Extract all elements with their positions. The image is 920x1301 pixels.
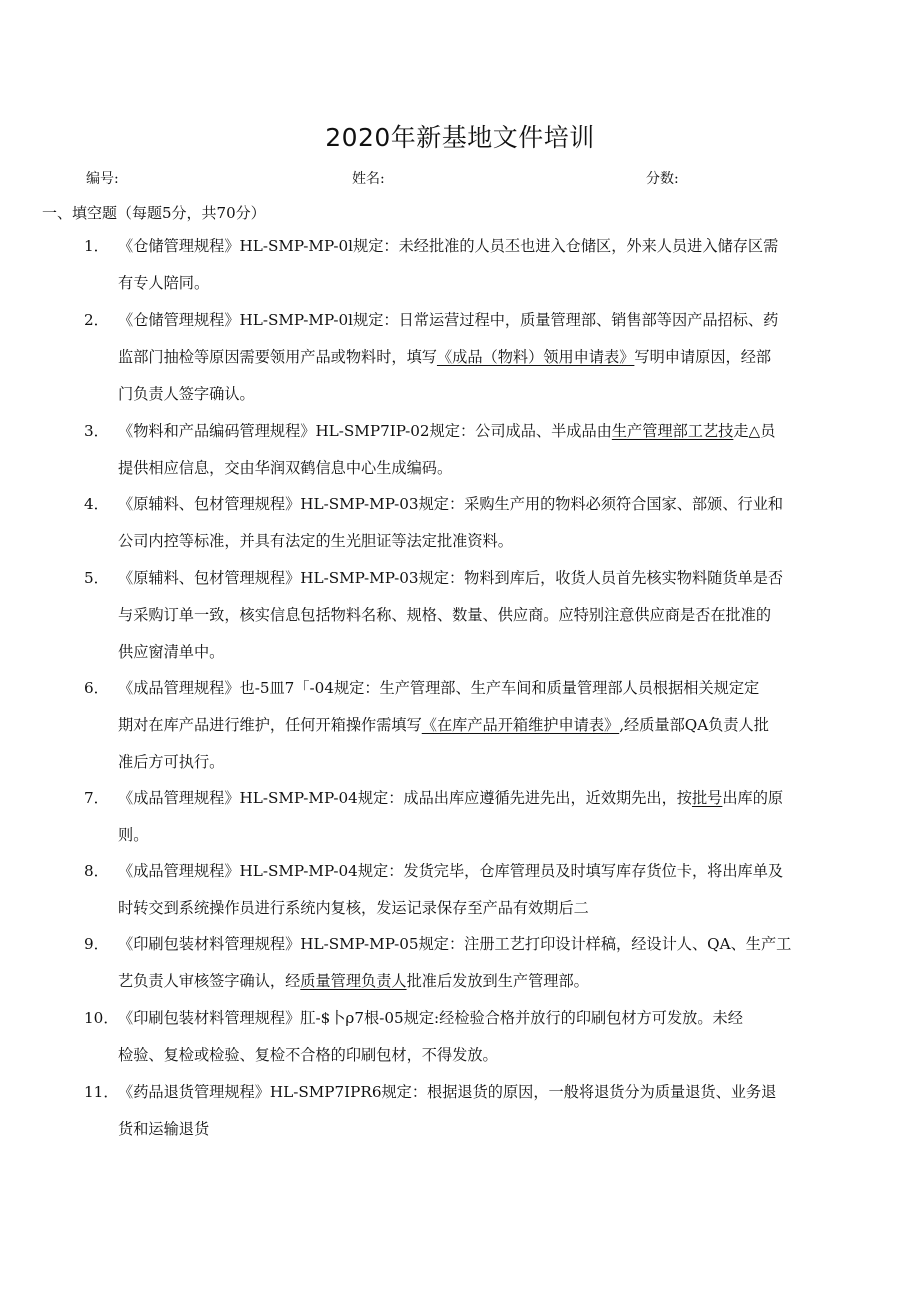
question-number: 5． [84, 569, 109, 587]
question-text: 时转交到系统操作员进行系统内复核，发运记录保存至产品有效期后二 [118, 899, 589, 917]
question-text: 供应窗清单中。 [118, 643, 225, 661]
question-number: 10． [84, 1009, 119, 1027]
question-9 [84, 926, 852, 1000]
question-11 [84, 1074, 852, 1148]
question-text: 走△员 [733, 422, 776, 440]
question-text: 《印刷包装材料管理规程》肛-$卜ρ7根-05规定:经检验合格并放行的印刷包材方可发放。未经 [118, 1009, 743, 1027]
answer-blank: 《成品（物料）领用申请表》 [436, 348, 635, 366]
question-text: 批准后发放到生产管理部。 [406, 972, 589, 990]
question-number: 9． [84, 935, 109, 953]
question-text: 《成品管理规程》HL-SMP-MP-04规定：成品出库应遵循先进先出，近效期先出，按 [118, 789, 692, 807]
question-6 [84, 670, 852, 781]
question-text: 准后方可执行。 [118, 753, 225, 771]
question-text: 《物料和产品编码管理规程》HL-SMP7IP-02规定：公司成品、半成品由 [118, 422, 612, 440]
question-text: 《原辅料、包材管理规程》HL-SMP-MP-03规定：物料到库后，收货人员首先核实物料随货单是否 [118, 569, 784, 587]
question-number: 8． [84, 862, 109, 880]
question-text: 则。 [118, 826, 149, 844]
question-text: 有专人陪同。 [118, 274, 210, 292]
question-text: 写明申请原因，经部 [634, 348, 772, 366]
question-10 [84, 1000, 852, 1074]
question-text: 《仓储管理规程》HL-SMP-MP-0l规定：未经批准的人员丕也进入仓储区，外来人员进入储存区需 [118, 237, 779, 255]
question-text: 出库的原 [722, 789, 784, 807]
section-heading: 一、填空题（每题5分，共70分） [42, 204, 266, 222]
question-text: 《原辅料、包材管理规程》HL-SMP-MP-03规定：采购生产用的物料必须符合国家、部颁、行业和 [118, 495, 784, 513]
question-number: 7． [84, 789, 109, 807]
question-text: 公司内控等标准，并具有法定的生光胆证等法定批准资料。 [118, 532, 513, 550]
question-1 [84, 228, 852, 302]
question-text: 检验、复检或检验、复检不合格的印刷包材，不得发放。 [118, 1046, 498, 1064]
question-5 [84, 560, 852, 671]
question-text: 监部门抽检等原因需要领用产品或物料时，填写 [118, 348, 437, 366]
question-text: 与采购订单一致，核实信息包括物料名称、规格、数量、供应商。应特别注意供应商是否在批准的 [118, 606, 772, 624]
score-label: 分数: [646, 171, 679, 187]
question-number: 4． [84, 495, 109, 513]
question-8 [84, 853, 852, 927]
question-number: 3． [84, 422, 109, 440]
answer-blank: 批号 [691, 789, 723, 807]
question-text: 货和运输退货 [118, 1120, 210, 1138]
answer-blank: 生产管理部工艺技 [611, 422, 734, 440]
question-text: 《仓储管理规程》HL-SMP-MP-0l规定：日常运营过程中，质量管理部、销售部等因产品招标、药 [118, 311, 779, 329]
question-number: 2． [84, 311, 109, 329]
question-2 [84, 302, 852, 413]
question-7 [84, 780, 852, 854]
question-number: 6． [84, 679, 109, 697]
question-text: 《成品管理规程》HL-SMP-MP-04规定：发货完毕，仓库管理员及时填写库存货位卡，将出库单及 [118, 862, 784, 880]
question-text: 《药品退货管理规程》HL-SMP7IPR6规定：根据退货的原因，一般将退货分为质量退货、业务退 [118, 1083, 777, 1101]
question-text: ,经质量部QA负责人批 [619, 716, 769, 734]
question-text: 《印刷包装材料管理规程》HL-SMP-MP-05规定：注册工艺打印设计样稿，经设计人、QA、生产工 [118, 935, 792, 953]
name-label: 姓名: [352, 171, 385, 187]
question-number: 1． [84, 237, 109, 255]
question-text: 艺负责人审核签字确认，经 [118, 972, 301, 990]
question-4 [84, 486, 852, 560]
question-text: 期对在库产品进行维护，任何开箱操作需填写 [118, 716, 422, 734]
page-title: 2020年新基地文件培训 [325, 123, 595, 152]
answer-blank: 质量管理负责人 [300, 972, 407, 990]
question-3 [84, 413, 852, 487]
question-number: 11． [84, 1083, 119, 1101]
number-label: 编号: [86, 171, 119, 187]
answer-blank: 《在库产品开箱维护申请表》 [421, 716, 620, 734]
question-text: 门负责人签字确认。 [118, 385, 255, 403]
question-text: 《成品管理规程》也-5皿7「-04规定：生产管理部、生产车间和质量管理部人员根据相关规定定 [118, 679, 760, 697]
question-text: 提供相应信息，交由华润双鹤信息中心生成编码。 [118, 459, 453, 477]
